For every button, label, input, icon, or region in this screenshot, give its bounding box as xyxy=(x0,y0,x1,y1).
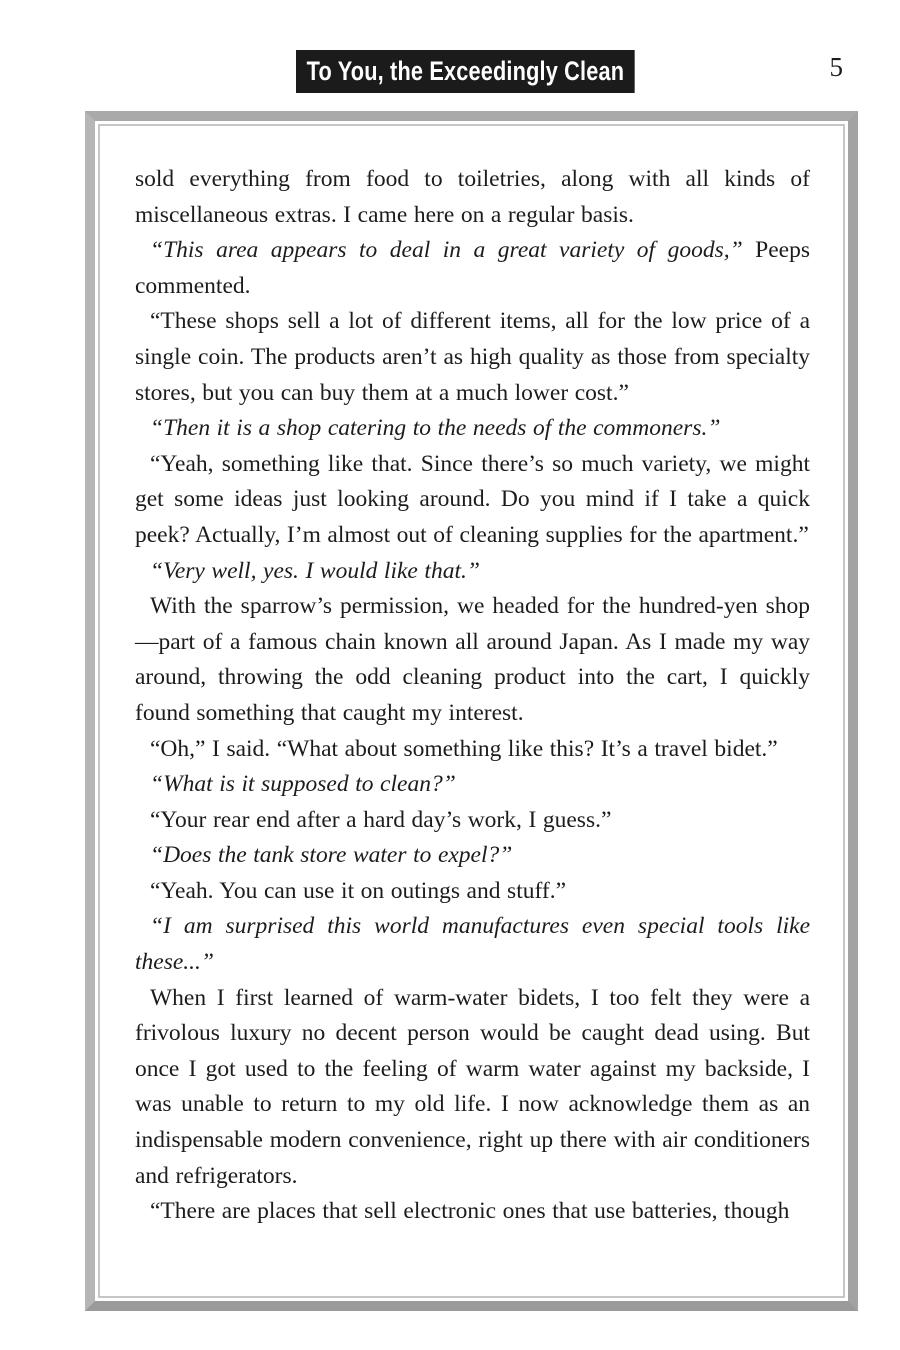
paragraph xyxy=(135,732,810,768)
paragraph xyxy=(135,767,810,803)
paragraph xyxy=(135,304,810,411)
paragraph xyxy=(135,909,810,980)
text-segment: sold everything from food to toiletries, along with all kinds of miscellaneous extras. I came here on a regular basis. xyxy=(135,166,810,228)
paragraph xyxy=(135,981,810,1195)
running-header xyxy=(0,0,900,110)
paragraph xyxy=(135,589,810,731)
dialogue-italic-segment: “What is it supposed to clean?” xyxy=(150,771,456,798)
text-frame xyxy=(85,111,858,1311)
paragraph xyxy=(135,803,810,839)
dialogue-italic-segment: “I am surprised this world manufactures even special tools like these...” xyxy=(135,913,810,976)
paragraph xyxy=(135,874,810,910)
page-number: 5 xyxy=(829,52,843,82)
paragraph xyxy=(135,554,810,590)
paragraph xyxy=(135,162,810,233)
chapter-title-badge xyxy=(296,50,635,93)
dialogue-italic-segment: “This area appears to deal in a great variety of goods,” xyxy=(150,237,743,264)
chapter-title: To You, the Exceedingly Clean xyxy=(306,56,625,86)
text-segment: Peeps commented. xyxy=(135,237,811,299)
text-segment: “Oh,” I said. “What about something like this? It’s a travel bidet.” xyxy=(150,735,778,762)
dialogue-italic-segment: “Then it is a shop catering to the needs of the commoners.” xyxy=(150,415,721,442)
text-segment: “There are places that sell electronic ones that use batteries, though xyxy=(150,1198,790,1225)
paragraph xyxy=(135,838,810,874)
dialogue-italic-segment: “Does the tank store water to expel?” xyxy=(150,842,513,869)
text-segment: When I first learned of warm-water bidets, I too felt they were a frivolous luxury no decent person would be caught dead using. But once I got used to the feeling of warm water against my backside, I was unable to return to my old life. I now acknowledge them as an indispensable modern convenience, right up there with air conditioners and refrigerators. xyxy=(135,984,810,1189)
text-segment: With the sparrow’s permission, we headed for the hundred-yen shop—part of a famous chain known all around Japan. As I made my way around, throwing the odd cleaning product into the cart, I quickly found something that caught my interest. xyxy=(135,593,810,726)
dialogue-italic-segment: “Very well, yes. I would like that.” xyxy=(150,557,480,584)
text-segment: “Yeah. You can use it on outings and stuff.” xyxy=(150,877,567,904)
text-segment: “These shops sell a lot of different items, all for the low price of a single coin. The products aren’t as high quality as those from specialty stores, but you can buy them at a much lower cost.” xyxy=(135,308,810,406)
paragraph xyxy=(135,233,810,304)
paragraph xyxy=(135,447,810,554)
text-segment: “Your rear end after a hard day’s work, I guess.” xyxy=(150,806,612,833)
paragraph xyxy=(135,411,810,447)
paragraph xyxy=(135,1194,810,1230)
text-segment: “Yeah, something like that. Since there’s so much variety, we might get some ideas just looking around. Do you mind if I take a quick peek? Actually, I’m almost out of cleaning supplies for the apartment.” xyxy=(135,450,810,548)
body-text xyxy=(100,126,843,1296)
